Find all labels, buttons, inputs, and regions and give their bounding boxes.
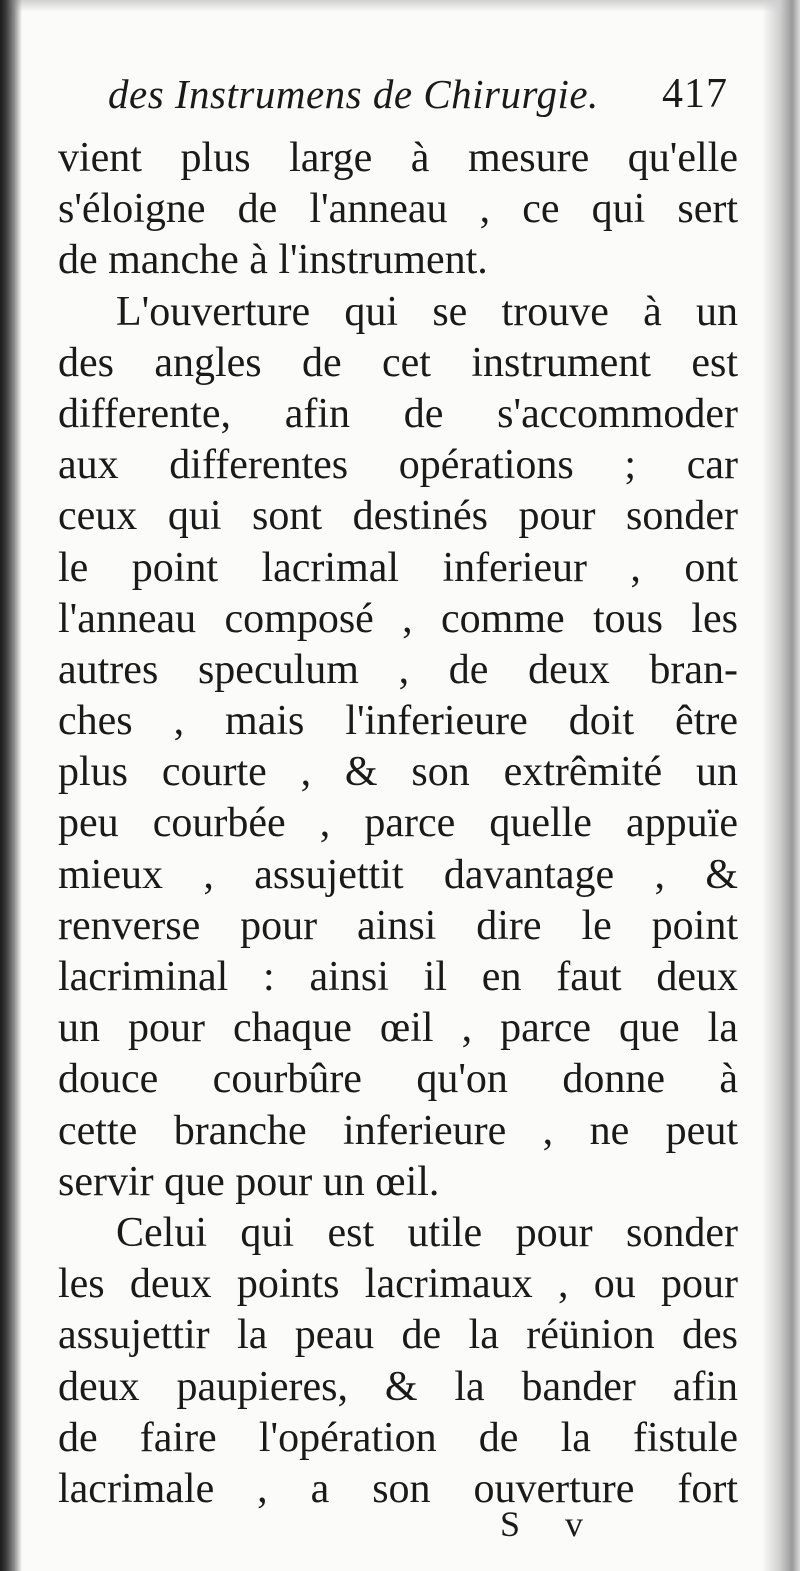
text-line: un pour chaque œil , parce que la (58, 1005, 738, 1052)
running-head: des Instrumens de Chirurgie. (108, 71, 599, 117)
text-line: L'ouverture qui se trouve à un (116, 288, 738, 335)
text-line: mieux , assujettit davantage , & (58, 851, 738, 898)
page-number: 417 (662, 71, 728, 117)
text-line: lacriminal : ainsi il en faut deux (58, 954, 738, 1000)
text-line: de faire l'opération de la fistule (58, 1414, 738, 1461)
text-line: l'anneau composé , comme tous les (58, 595, 738, 642)
text-line: assujettir la peau de la réünion des (58, 1312, 738, 1359)
text-line: cette branche inferieure , ne peut (58, 1107, 738, 1154)
page-header (108, 70, 728, 132)
text-line: vient plus large à mesure qu'elle (58, 135, 738, 181)
text-line: s'éloigne de l'anneau , ce qui sert (58, 186, 738, 233)
page-top-edge (0, 0, 800, 12)
text-line: differente, afin de s'accommoder (58, 390, 738, 437)
page-gutter-shadow (0, 0, 22, 1571)
text-line: deux paupieres, & la bander afin (58, 1363, 738, 1410)
text-line: ceux qui sont destinés pour sonder (58, 493, 738, 540)
text-line: plus courte , & son extrêmité un (58, 749, 738, 796)
text-line: ches , mais l'inferieure doit être (58, 698, 738, 745)
text-line: les deux points lacrimaux , ou pour (58, 1261, 738, 1308)
text-line: peu courbée , parce quelle appuïe (58, 800, 738, 847)
text-line: lacrimale , a son ouverture fort (58, 1465, 738, 1512)
text-line: douce courbûre qu'on donne à (58, 1056, 738, 1103)
text-line: renverse pour ainsi dire le point (58, 902, 738, 949)
text-line: aux differentes opérations ; car (58, 442, 738, 489)
page-right-edge (762, 0, 800, 1571)
text-line: le point lacrimal inferieur , ont (58, 544, 738, 591)
text-line: servir que pour un œil. (58, 1158, 440, 1205)
text-line: Celui qui est utile pour sonder (116, 1209, 738, 1256)
signature-mark: S v (500, 1504, 602, 1544)
body-text (58, 133, 738, 1515)
text-line: des angles de cet instrument est (58, 339, 738, 386)
text-line: de manche à l'instrument. (58, 237, 488, 284)
text-line: autres speculum , de deux bran- (58, 646, 738, 693)
